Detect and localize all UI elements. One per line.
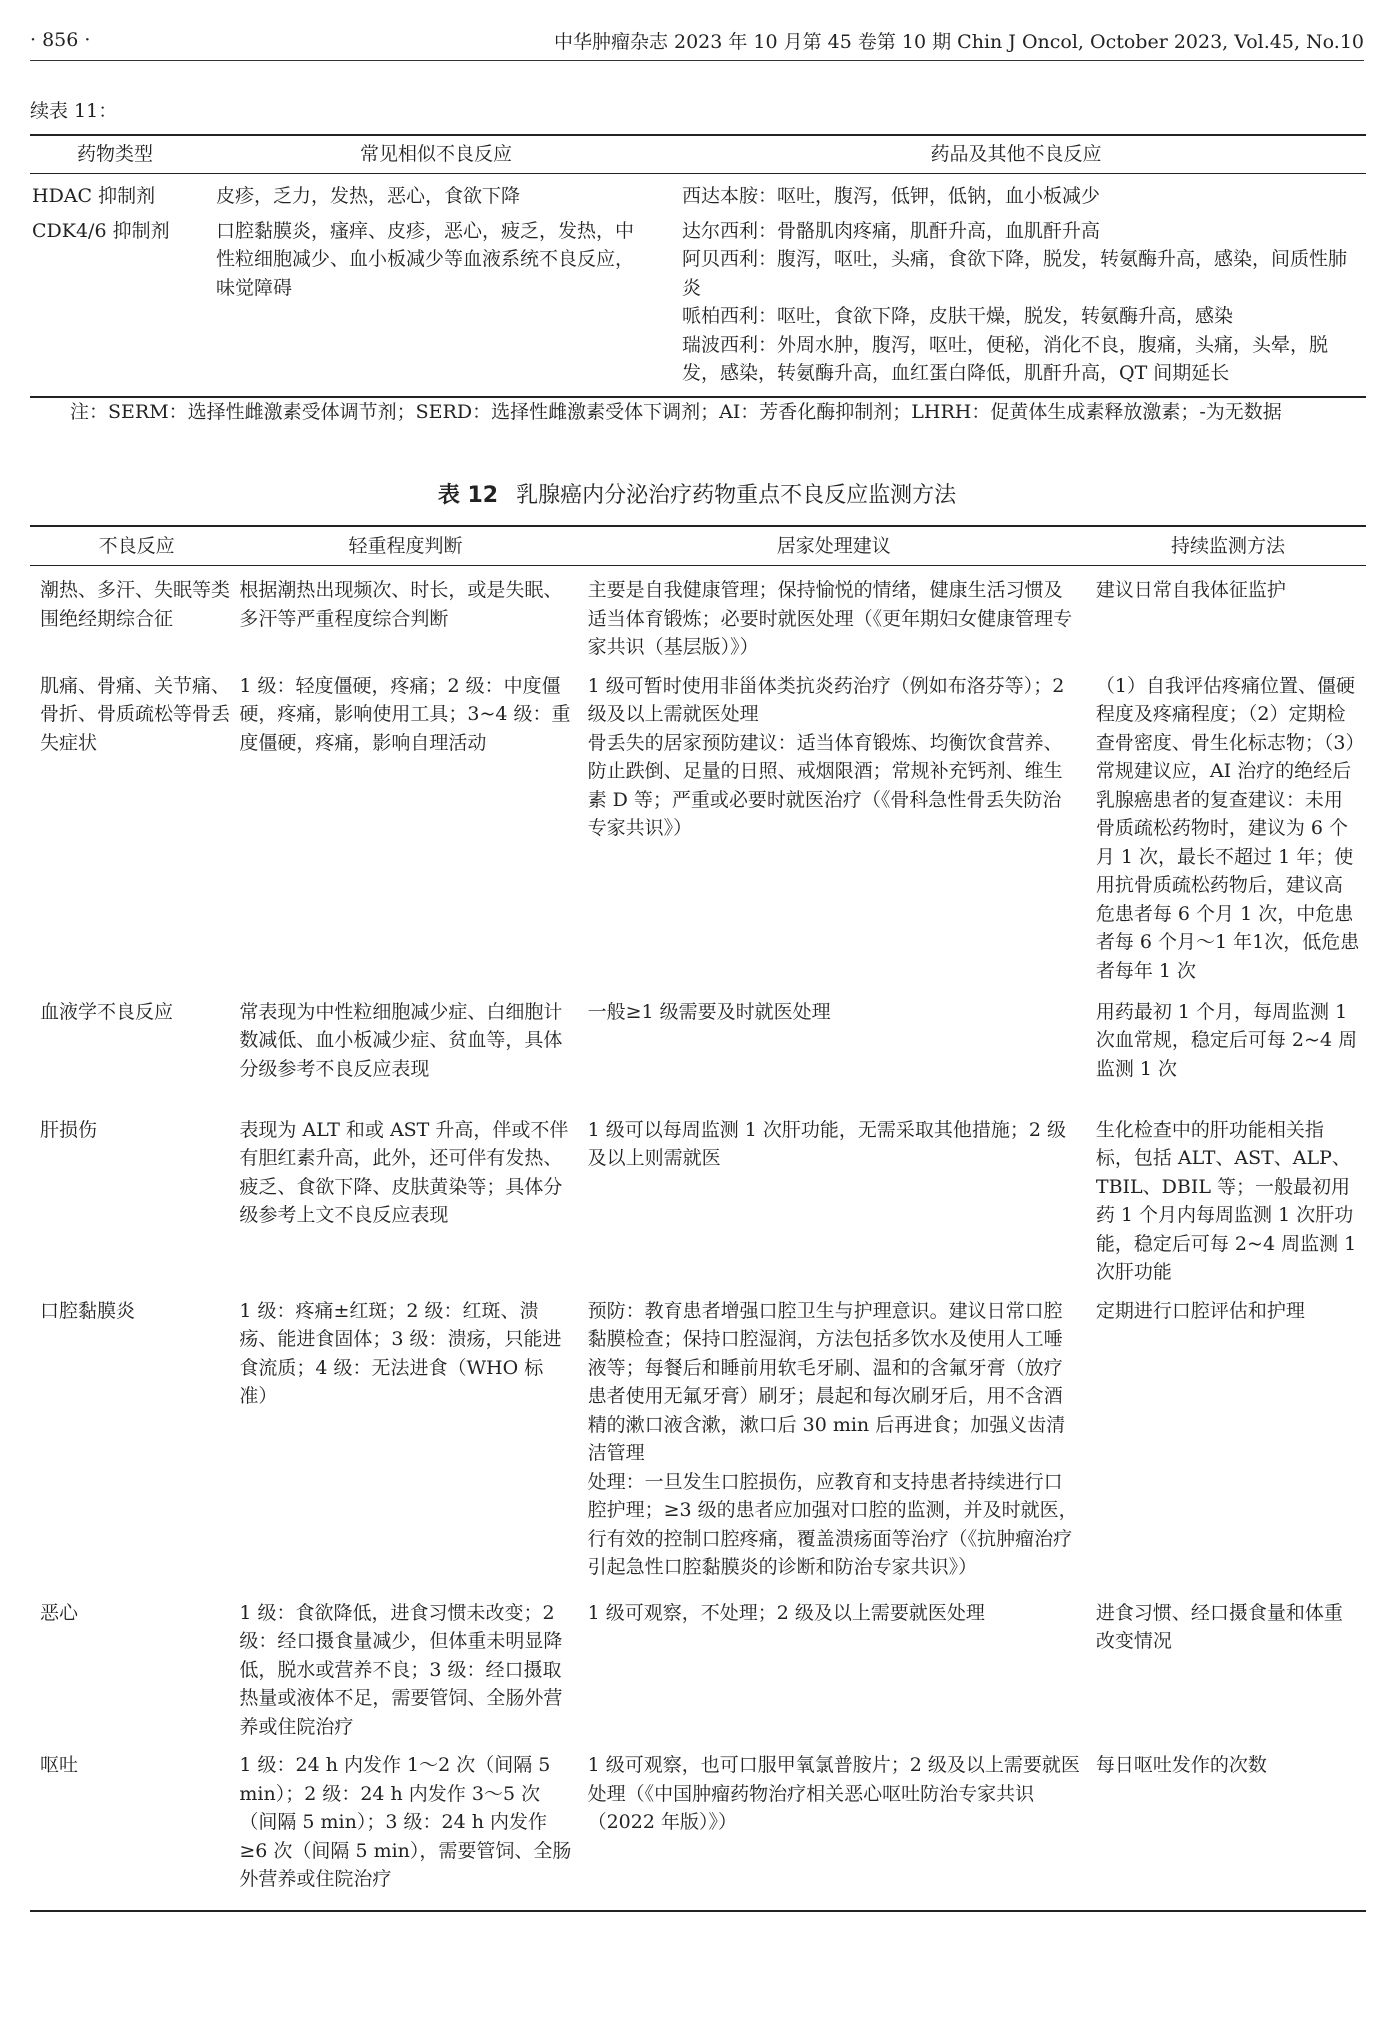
home-care-cell xyxy=(578,1741,1086,1911)
cell-paragraph: 肌痛、骨痛、关节痛、骨折、骨质疏松等骨丢失症状 xyxy=(40,674,231,754)
cell-paragraph: 用药最初 1 个月，每周监测 1 次血常规，稳定后可每 2~4 周监测 1 次 xyxy=(1095,1000,1358,1080)
table-row xyxy=(30,988,1366,1106)
table-title-text: 乳腺癌内分泌治疗药物重点不良反应监测方法 xyxy=(516,483,957,508)
cell-paragraph: 进食习惯、经口摄食量和体重改变情况 xyxy=(1095,1601,1343,1652)
table-row xyxy=(30,1106,1366,1287)
reaction-cell xyxy=(30,1106,239,1287)
column-header: 居家处理建议 xyxy=(578,526,1086,566)
cell-paragraph: 1 级可以每周监测 1 次肝功能，无需采取其他措施；2 级及以上则需就医 xyxy=(587,1118,1066,1169)
journal-citation: 中华肿瘤杂志 2023 年 10 月第 45 卷第 10 期 Chin J Oncol, October 2023, Vol.45, No.10 xyxy=(553,30,1364,53)
cell-paragraph: 1 级：24 h 内发作 1～2 次（间隔 5 min）；2 级：24 h 内发作 3～5 次（间隔 5 min）；3 级：24 h 内发作≥6 次（间隔 5 min），需要管饲、全肠外营养或住院治疗 xyxy=(239,1754,572,1890)
reaction-cell xyxy=(30,988,239,1106)
monitoring-cell xyxy=(1086,1106,1366,1287)
table-row xyxy=(30,1287,1366,1589)
table-label: 表 12 xyxy=(437,483,499,508)
table-12 xyxy=(30,525,1366,1912)
cell-paragraph: 表现为 ALT 和或 AST 升高，伴或不伴有胆红素升高，此外，还可伴有发热、疲乏、食欲下降、皮肤黄染等；具体分级参考上文不良反应表现 xyxy=(239,1118,569,1226)
cell-paragraph: 口腔黏膜炎 xyxy=(40,1299,136,1322)
column-header: 常见相似不良反应 xyxy=(206,135,672,174)
common-reaction-cell: 口腔黏膜炎，瘙痒、皮疹，恶心，疲乏，发热，中性粒细胞减少、血小板减少等血液系统不良反应，味觉障碍 xyxy=(216,219,635,299)
table11-continued-caption: 续表 11： xyxy=(30,100,118,122)
cell-paragraph: 骨丢失的居家预防建议：适当体育锻炼、均衡饮食营养、防止跌倒、足量的日照、戒烟限酒；常规补充钙剂、维生素 D 等；严重或必要时就医治疗（《骨科急性骨丢失防治专家共识》） xyxy=(587,731,1063,839)
common-reaction-cell: 皮疹，乏力，发热，恶心，食欲下降 xyxy=(216,185,521,207)
page-number: · 856 · xyxy=(30,29,91,51)
table-row xyxy=(30,211,1366,397)
cell-paragraph: 处理：一旦发生口腔损伤，应教育和支持患者持续进行口腔护理；≥3 级的患者应加强对口腔的监测，并及时就医，行有效的控制口腔疼痛，覆盖溃疡面等治疗（《抗肿瘤治疗引起急性口腔黏膜炎的诊断和防治专家共识》） xyxy=(587,1470,1078,1578)
table-11-continued xyxy=(30,134,1366,398)
table-row xyxy=(30,566,1366,662)
severity-cell xyxy=(239,988,577,1106)
cell-paragraph: 血液学不良反应 xyxy=(40,1000,174,1023)
cell-paragraph: 每日呕吐发作的次数 xyxy=(1095,1754,1267,1776)
cell-paragraph: 一般≥1 级需要及时就医处理 xyxy=(587,1000,831,1023)
severity-cell xyxy=(239,662,577,988)
cell-paragraph: 定期进行口腔评估和护理 xyxy=(1095,1299,1305,1322)
monitoring-cell xyxy=(1086,1589,1366,1742)
reaction-cell xyxy=(30,1287,239,1589)
severity-cell xyxy=(239,1106,577,1287)
cell-paragraph: 1 级可观察，不处理；2 级及以上需要就医处理 xyxy=(587,1601,985,1624)
drug-reaction-line: 阿贝西利：腹泻，呕吐，头痛，食欲下降，脱发，转氨酶升高，感染，间质性肺炎 xyxy=(682,248,1348,299)
drug-type-cell: CDK4/6 抑制剂 xyxy=(32,219,170,242)
reaction-cell xyxy=(30,1589,239,1742)
home-care-cell xyxy=(578,662,1086,988)
cell-paragraph: 预防：教育患者增强口腔卫生与护理意识。建议日常口腔黏膜检查；保持口腔湿润，方法包括多饮水及使用人工唾液等；每餐后和睡前用软毛牙刷、温和的含氟牙膏（放疗患者使用无氟牙膏）刷牙；晨起和每次刷牙后，用不含酒精的漱口液含漱，漱口后 30 min 后再进食；加强义齿清洁管理 xyxy=(587,1299,1066,1464)
column-header: 药物类型 xyxy=(30,135,206,174)
reaction-cell xyxy=(30,1741,239,1911)
home-care-cell xyxy=(578,1589,1086,1742)
table-12-body xyxy=(30,566,1366,1912)
running-header xyxy=(30,20,1364,61)
drug-reaction-line: 瑞波西利：外周水肿，腹泻，呕吐，便秘，消化不良，腹痛，头痛，头晕，脱发，感染，转氨酶升高，血红蛋白降低，肌酐升高，QT 间期延长 xyxy=(682,333,1329,384)
column-header: 药品及其他不良反应 xyxy=(672,135,1366,174)
severity-cell xyxy=(239,1589,577,1742)
cell-paragraph: 恶心 xyxy=(40,1601,79,1624)
column-header: 轻重程度判断 xyxy=(239,526,577,566)
cell-paragraph: 生化检查中的肝功能相关指标，包括 ALT、AST、ALP、TBIL、DBIL 等；一般最初用药 1 个月内每周监测 1 次肝功能，稳定后可每 2~4 周监测 1 次肝功能 xyxy=(1095,1118,1357,1283)
cell-paragraph: 1 级可暂时使用非甾体类抗炎药治疗（例如布洛芬等）；2 级及以上需就医处理 xyxy=(587,674,1065,725)
cell-paragraph: 1 级：食欲降低，进食习惯未改变；2 级：经口摄食量减少，但体重未明显降低，脱水或营养不良；3 级：经口摄取热量或液体不足，需要管饲、全肠外营养或住院治疗 xyxy=(239,1601,563,1738)
severity-cell xyxy=(239,1741,577,1911)
home-care-cell xyxy=(578,1106,1086,1287)
cell-paragraph: 1 级可观察，也可口服甲氧氯普胺片；2 级及以上需要就医处理（《中国肿瘤药物治疗相关恶心呕吐防治专家共识（2022 年版）》） xyxy=(587,1754,1080,1833)
monitoring-cell xyxy=(1086,988,1366,1106)
cell-paragraph: 1 级：轻度僵硬，疼痛；2 级：中度僵硬，疼痛，影响使用工具；3~4 级：重度僵硬，疼痛，影响自理活动 xyxy=(239,674,571,754)
cell-paragraph: 建议日常自我体征监护 xyxy=(1095,579,1286,601)
drug-reaction-line: 哌柏西利：呕吐，食欲下降，皮肤干燥，脱发，转氨酶升高，感染 xyxy=(682,305,1234,327)
home-care-cell xyxy=(578,988,1086,1106)
monitoring-cell xyxy=(1086,1741,1366,1911)
table-row xyxy=(30,1589,1366,1742)
reaction-cell xyxy=(30,662,239,988)
cell-paragraph: 1 级：疼痛±红斑；2 级：红斑、溃疡、能进食固体；3 级：溃疡，只能进食流质；4 级：无法进食（WHO 标准） xyxy=(239,1299,562,1407)
drug-type-cell: HDAC 抑制剂 xyxy=(32,185,156,207)
monitoring-cell xyxy=(1086,566,1366,662)
table-note: 注：SERM：选择性雌激素受体调节剂；SERD：选择性雌激素受体下调剂；AI：芳香化酶抑制剂；LHRH：促黄体生成素释放激素；-为无数据 xyxy=(70,401,1282,423)
table-header-row xyxy=(30,135,1366,174)
table12-title xyxy=(0,478,1394,509)
cell-paragraph: 常表现为中性粒细胞减少症、白细胞计数减低、血小板减少症、贫血等，具体分级参考不良反应表现 xyxy=(239,1000,563,1080)
other-reaction-cell: 西达本胺：呕吐，腹泻，低钾，低钠，血小板减少 xyxy=(682,185,1101,207)
table-row xyxy=(30,662,1366,988)
table-header-row xyxy=(30,526,1366,566)
severity-cell xyxy=(239,566,577,662)
other-reaction-cell xyxy=(672,211,1366,397)
severity-cell xyxy=(239,1287,577,1589)
cell-paragraph: 肝损伤 xyxy=(40,1118,98,1141)
column-header: 持续监测方法 xyxy=(1086,526,1366,566)
home-care-cell xyxy=(578,1287,1086,1589)
table-row xyxy=(30,1741,1366,1911)
drug-reaction-line: 达尔西利：骨骼肌肉疼痛，肌酐升高，血肌酐升高 xyxy=(682,219,1101,242)
cell-paragraph: 呕吐 xyxy=(40,1754,79,1776)
table-row xyxy=(30,174,1366,211)
reaction-cell xyxy=(30,566,239,662)
cell-paragraph: （1）自我评估疼痛位置、僵硬程度及疼痛程度；（2）定期检查骨密度、骨生化标志物；（3）常规建议应，AI 治疗的绝经后乳腺癌患者的复查建议：未用骨质疏松药物时，建议为 6 个月 1 次，最长不超过 1 年；使用抗骨质疏松药物后，建议高危患者每 6 个月 1 次，中危患者每 6 个月～1 年1次，低危患者每年 1 次 xyxy=(1095,674,1360,982)
cell-paragraph: 根据潮热出现频次、时长，或是失眠、多汗等严重程度综合判断 xyxy=(239,579,563,630)
cell-paragraph: 潮热、多汗、失眠等类围绝经期综合征 xyxy=(40,579,231,630)
cell-paragraph: 主要是自我健康管理；保持愉悦的情绪，健康生活习惯及适当体育锻炼；必要时就医处理（《更年期妇女健康管理专家共识（基层版）》） xyxy=(587,579,1073,658)
column-header: 不良反应 xyxy=(30,526,239,566)
monitoring-cell xyxy=(1086,662,1366,988)
home-care-cell xyxy=(578,566,1086,662)
monitoring-cell xyxy=(1086,1287,1366,1589)
